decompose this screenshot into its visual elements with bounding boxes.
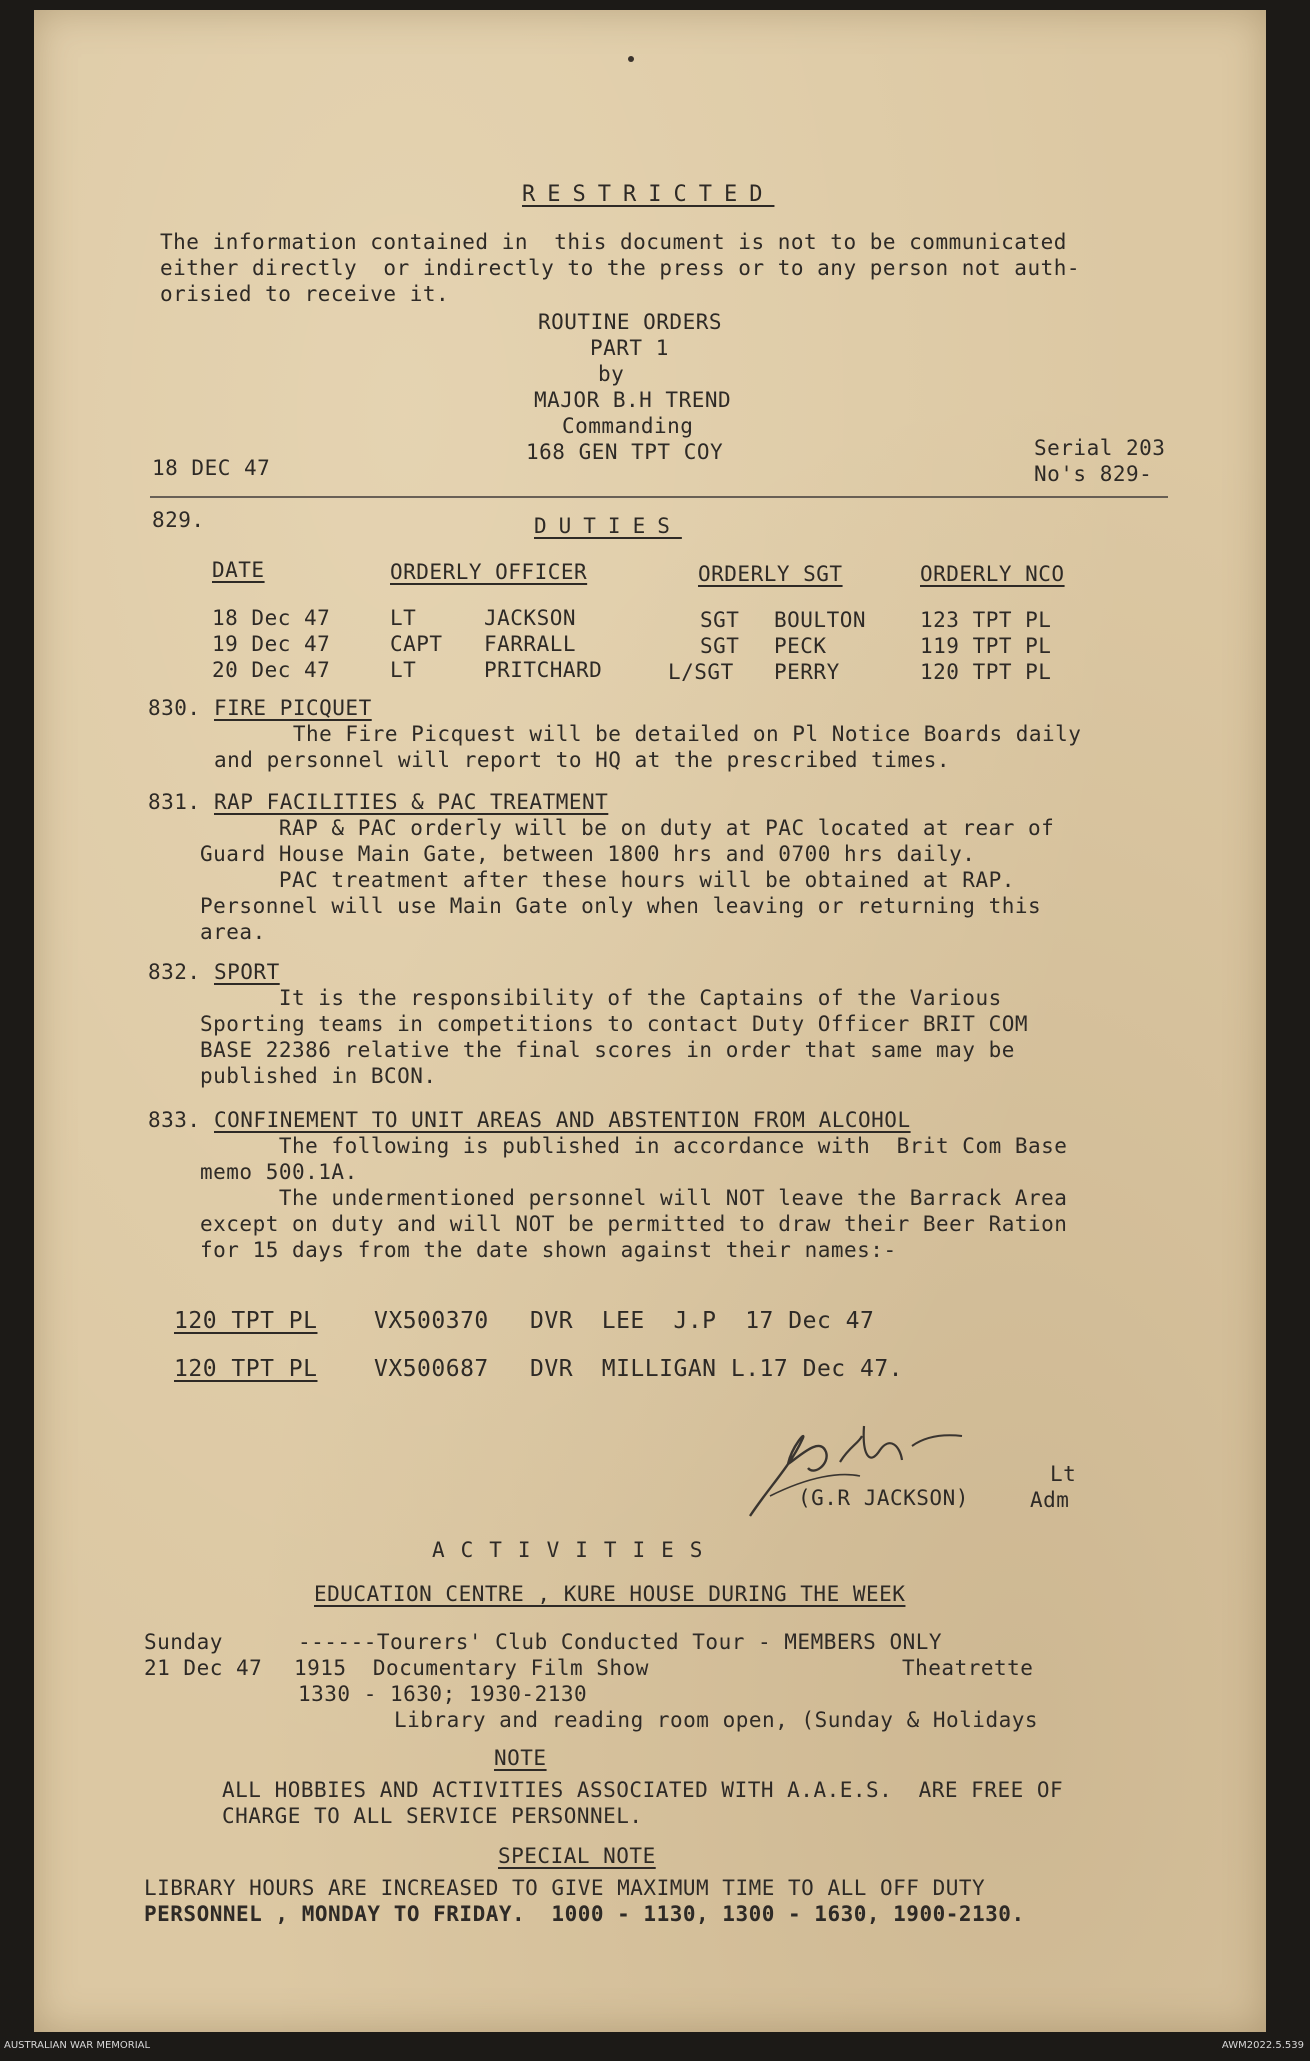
special-note-line-1: LIBRARY HOURS ARE INCREASED TO GIVE MAXIMUM TIME TO ALL OFF DUTY xyxy=(144,1876,986,1900)
duty-row-3-date: 20 Dec 47 xyxy=(212,658,331,682)
order-831-number: 831. xyxy=(148,790,201,814)
activities-date: 21 Dec 47 xyxy=(144,1656,263,1680)
note-line-2: CHARGE TO ALL SERVICE PERSONNEL. xyxy=(222,1804,643,1828)
order-831-line-5: area. xyxy=(200,920,266,944)
order-833-number: 833. xyxy=(148,1108,201,1132)
duty-row-1-sgt: BOULTON xyxy=(774,608,867,632)
duty-row-2-nco: 119 TPT PL xyxy=(920,634,1052,658)
order-832-line-4: published in BCON. xyxy=(200,1064,437,1088)
duty-row-3-officer: PRITCHARD xyxy=(484,658,603,682)
special-note-line-2: PERSONNEL , MONDAY TO FRIDAY. 1000 - 1130, 1300 - 1630, 1900-2130. xyxy=(144,1902,1025,1926)
order-830-line-1: The Fire Picquest will be detailed on Pl Notice Boards daily xyxy=(214,722,1082,746)
col-sgt: ORDERLY SGT xyxy=(698,562,843,586)
activity-venue: Theatrette xyxy=(902,1656,1034,1680)
special-note-heading: SPECIAL NOTE xyxy=(498,1844,656,1868)
signatory-name: (G.R JACKSON) xyxy=(798,1486,969,1510)
duty-row-2-rank: CAPT xyxy=(390,632,443,656)
confined-1-entry: DVR LEE J.P 17 Dec 47 xyxy=(530,1308,875,1334)
title-line-6: 168 GEN TPT COY xyxy=(526,440,724,464)
duty-row-2-sgt: PECK xyxy=(774,634,827,658)
confined-2-unit: 120 TPT PL xyxy=(174,1356,318,1382)
header-divider xyxy=(150,496,1168,498)
punch-hole xyxy=(628,56,634,62)
duty-row-3-sgt: PERRY xyxy=(774,660,840,684)
title-line-4: MAJOR B.H TREND xyxy=(534,388,732,412)
order-832-line-1: It is the responsibility of the Captains of the Various xyxy=(200,986,1002,1010)
activity-line-2: 1915 Documentary Film Show xyxy=(294,1656,649,1680)
order-date: 18 DEC 47 xyxy=(152,456,271,480)
order-833-heading: CONFINEMENT TO UNIT AREAS AND ABSTENTION FROM ALCOHOL xyxy=(214,1108,911,1132)
order-833-line-5: for 15 days from the date shown against their names:- xyxy=(200,1238,897,1262)
duties-number: 829. xyxy=(152,508,205,532)
order-833-line-2: memo 500.1A. xyxy=(200,1160,358,1184)
order-832-line-3: BASE 22386 relative the final scores in order that same may be xyxy=(200,1038,1015,1062)
col-nco: ORDERLY NCO xyxy=(920,562,1065,586)
duty-row-3-nco: 120 TPT PL xyxy=(920,660,1052,684)
duty-row-1-sgt-rank: SGT xyxy=(700,608,740,632)
col-date: DATE xyxy=(212,558,265,582)
order-833-line-4: except on duty and will NOT be permitted to draw their Beer Ration xyxy=(200,1212,1068,1236)
order-831-heading: RAP FACILITIES & PAC TREATMENT xyxy=(214,790,609,814)
order-832-heading: SPORT xyxy=(214,960,280,984)
duty-row-2-sgt-rank: SGT xyxy=(700,634,740,658)
notice-line-1: The information contained in this document is not to be communicated xyxy=(160,230,1067,254)
order-831-line-3: PAC treatment after these hours will be obtained at RAP. xyxy=(200,868,1015,892)
activities-subheading: EDUCATION CENTRE , KURE HOUSE DURING THE WEEK xyxy=(314,1582,906,1606)
order-832-number: 832. xyxy=(148,960,201,984)
document-page xyxy=(34,10,1266,2032)
activities-day: Sunday xyxy=(144,1630,223,1654)
order-833-line-3: The undermentioned personnel will NOT leave the Barrack Area xyxy=(200,1186,1068,1210)
notice-line-2: either directly or indirectly to the press or to any person not auth- xyxy=(160,256,1081,280)
activity-line-1: ------Tourers' Club Conducted Tour - MEMBERS ONLY xyxy=(298,1630,943,1654)
order-831-line-2: Guard House Main Gate, between 1800 hrs and 0700 hrs daily. xyxy=(200,842,976,866)
duties-heading: DUTIES xyxy=(534,514,682,538)
footer-credit: AUSTRALIAN WAR MEMORIAL xyxy=(4,2040,151,2051)
notice-line-3: orisied to receive it. xyxy=(160,282,450,306)
order-831-line-4: Personnel will use Main Gate only when leaving or returning this xyxy=(200,894,1042,918)
duty-row-1-nco: 123 TPT PL xyxy=(920,608,1052,632)
classification-heading: RESTRICTED xyxy=(522,182,775,207)
note-heading: NOTE xyxy=(494,1746,547,1770)
order-830-line-2: and personnel will report to HQ at the prescribed times. xyxy=(214,748,951,772)
confined-2-entry: DVR MILLIGAN L.17 Dec 47. xyxy=(530,1356,904,1382)
col-officer: ORDERLY OFFICER xyxy=(390,560,588,584)
signatory-rank: Lt xyxy=(1050,1462,1077,1486)
activity-line-3: 1330 - 1630; 1930-2130 xyxy=(298,1682,588,1706)
activities-heading: ACTIVITIES xyxy=(432,1538,719,1562)
order-830-number: 830. xyxy=(148,696,201,720)
order-832-line-2: Sporting teams in competitions to contact Duty Officer BRIT COM xyxy=(200,1012,1029,1036)
order-830-heading: FIRE PICQUET xyxy=(214,696,372,720)
confined-1-number: VX500370 xyxy=(374,1308,489,1334)
serial-number: Serial 203 xyxy=(1034,436,1166,460)
order-833-line-1: The following is published in accordance with Brit Com Base xyxy=(200,1134,1068,1158)
title-line-2: PART 1 xyxy=(590,336,669,360)
duty-row-1-rank: LT xyxy=(390,606,417,630)
confined-1-unit: 120 TPT PL xyxy=(174,1308,318,1334)
title-line-5: Commanding xyxy=(562,414,694,438)
activity-line-4: Library and reading room open, (Sunday & Holidays xyxy=(394,1708,1039,1732)
duty-row-1-date: 18 Dec 47 xyxy=(212,606,331,630)
duty-row-3-rank: LT xyxy=(390,658,417,682)
duty-row-3-sgt-rank: L/SGT xyxy=(668,660,734,684)
title-line-3: by xyxy=(598,362,625,386)
title-line-1: ROUTINE ORDERS xyxy=(538,310,723,334)
signatory-role: Adm xyxy=(1030,1488,1070,1512)
note-line-1: ALL HOBBIES AND ACTIVITIES ASSOCIATED WITH A.A.E.S. ARE FREE OF xyxy=(222,1778,1064,1802)
order-numbers: No's 829- xyxy=(1034,462,1153,486)
duty-row-2-date: 19 Dec 47 xyxy=(212,632,331,656)
confined-2-number: VX500687 xyxy=(374,1356,489,1382)
duty-row-1-officer: JACKSON xyxy=(484,606,577,630)
duty-row-2-officer: FARRALL xyxy=(484,632,577,656)
footer-reference: AWM2022.5.539 xyxy=(1221,2040,1304,2051)
order-831-line-1: RAP & PAC orderly will be on duty at PAC located at rear of xyxy=(200,816,1055,840)
